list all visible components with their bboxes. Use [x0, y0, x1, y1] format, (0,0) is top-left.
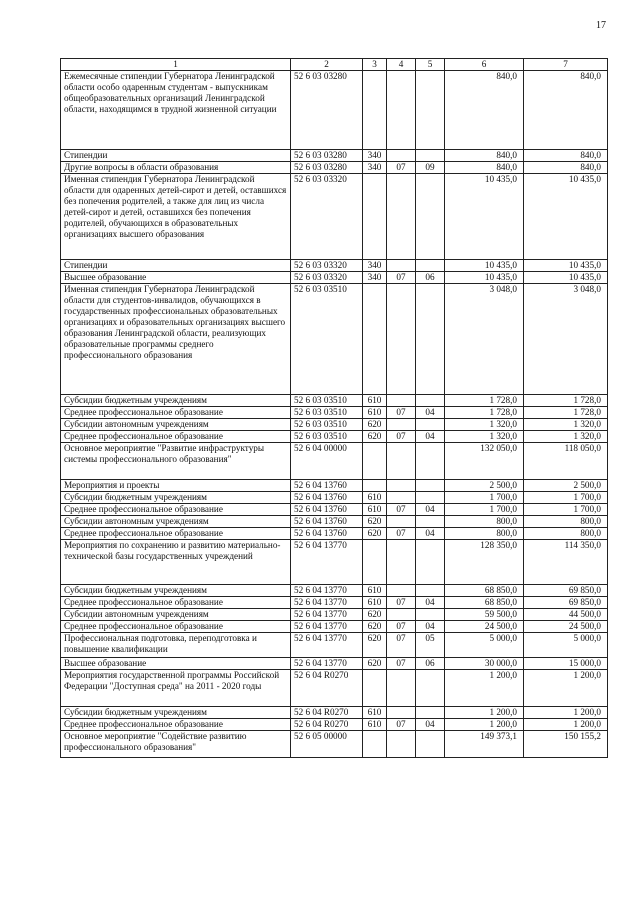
cell-col7: 5 000,0 — [524, 633, 608, 658]
header-row — [61, 59, 608, 71]
cell-col5 — [416, 585, 445, 597]
header-col-2: 2 — [291, 59, 363, 71]
cell-col6: 1 200,0 — [445, 670, 524, 707]
cell-code: 52 6 04 R0270 — [291, 670, 363, 707]
cell-col3: 610 — [363, 395, 387, 407]
cell-col5 — [416, 150, 445, 162]
cell-col6: 149 373,1 — [445, 731, 524, 758]
cell-name: Среднее профессиональное образование — [61, 407, 291, 419]
cell-name: Среднее профессиональное образование — [61, 528, 291, 540]
cell-col5 — [416, 707, 445, 719]
cell-col6: 30 000,0 — [445, 658, 524, 670]
cell-col5 — [416, 260, 445, 272]
cell-name: Среднее профессиональное образование — [61, 504, 291, 516]
cell-name: Ежемесячные стипендии Губернатора Ленинградской области особо одаренным студентам - выпускникам общеобразовательных организаций Ленинградской области, находящимся в трудной жизненной ситуации — [61, 71, 291, 150]
cell-name: Основное мероприятие "Развитие инфраструктуры системы профессионального образования" — [61, 443, 291, 480]
cell-col3: 340 — [363, 260, 387, 272]
cell-col3 — [363, 71, 387, 150]
cell-col7: 800,0 — [524, 516, 608, 528]
table-row — [61, 492, 608, 504]
table-row — [61, 731, 608, 758]
header-col-1: 1 — [61, 59, 291, 71]
cell-col5: 04 — [416, 719, 445, 731]
cell-col7: 10 435,0 — [524, 260, 608, 272]
cell-col5 — [416, 395, 445, 407]
cell-col4 — [387, 419, 416, 431]
cell-col4 — [387, 670, 416, 707]
cell-col6: 10 435,0 — [445, 174, 524, 260]
cell-col3: 610 — [363, 504, 387, 516]
cell-col7: 118 050,0 — [524, 443, 608, 480]
cell-col7: 1 320,0 — [524, 419, 608, 431]
cell-name: Стипендии — [61, 150, 291, 162]
table-row — [61, 162, 608, 174]
cell-code: 52 6 04 13760 — [291, 480, 363, 492]
cell-code: 52 6 04 13770 — [291, 658, 363, 670]
cell-col6: 800,0 — [445, 516, 524, 528]
table-row — [61, 150, 608, 162]
cell-col4: 07 — [387, 621, 416, 633]
cell-col5: 04 — [416, 621, 445, 633]
table-row — [61, 284, 608, 395]
table-row — [61, 504, 608, 516]
header-col-6: 6 — [445, 59, 524, 71]
cell-col4 — [387, 443, 416, 480]
cell-name: Среднее профессиональное образование — [61, 597, 291, 609]
table-row — [61, 419, 608, 431]
table-row — [61, 540, 608, 585]
cell-code: 52 6 03 03320 — [291, 174, 363, 260]
cell-col4 — [387, 609, 416, 621]
cell-col6: 5 000,0 — [445, 633, 524, 658]
cell-col7: 2 500,0 — [524, 480, 608, 492]
cell-col4 — [387, 540, 416, 585]
cell-col6: 132 050,0 — [445, 443, 524, 480]
cell-name: Другие вопросы в области образования — [61, 162, 291, 174]
cell-name: Стипендии — [61, 260, 291, 272]
cell-col6: 10 435,0 — [445, 260, 524, 272]
cell-name: Среднее профессиональное образование — [61, 431, 291, 443]
cell-name: Субсидии бюджетным учреждениям — [61, 585, 291, 597]
cell-col6: 840,0 — [445, 71, 524, 150]
cell-col4: 07 — [387, 407, 416, 419]
cell-col3: 620 — [363, 419, 387, 431]
cell-col7: 44 500,0 — [524, 609, 608, 621]
cell-name: Высшее образование — [61, 658, 291, 670]
table-row — [61, 407, 608, 419]
cell-code: 52 6 05 00000 — [291, 731, 363, 758]
cell-code: 52 6 04 13770 — [291, 585, 363, 597]
cell-code: 52 6 04 13760 — [291, 528, 363, 540]
cell-code: 52 6 03 03510 — [291, 431, 363, 443]
table-row — [61, 585, 608, 597]
cell-col5: 05 — [416, 633, 445, 658]
cell-col4 — [387, 731, 416, 758]
cell-code: 52 6 03 03280 — [291, 162, 363, 174]
table-row — [61, 670, 608, 707]
cell-code: 52 6 04 13760 — [291, 492, 363, 504]
header-col-7: 7 — [524, 59, 608, 71]
table-row — [61, 71, 608, 150]
cell-col7: 150 155,2 — [524, 731, 608, 758]
cell-col4 — [387, 516, 416, 528]
cell-col4: 07 — [387, 272, 416, 284]
cell-col4: 07 — [387, 719, 416, 731]
cell-code: 52 6 03 03510 — [291, 407, 363, 419]
cell-col7: 840,0 — [524, 150, 608, 162]
cell-col5: 04 — [416, 528, 445, 540]
cell-col4: 07 — [387, 162, 416, 174]
cell-col3 — [363, 174, 387, 260]
cell-col7: 15 000,0 — [524, 658, 608, 670]
cell-col4 — [387, 71, 416, 150]
cell-col4: 07 — [387, 597, 416, 609]
cell-col3: 620 — [363, 516, 387, 528]
cell-col3: 610 — [363, 492, 387, 504]
cell-code: 52 6 03 03510 — [291, 419, 363, 431]
cell-col3 — [363, 284, 387, 395]
table-row — [61, 597, 608, 609]
cell-col3 — [363, 480, 387, 492]
cell-col4 — [387, 260, 416, 272]
cell-col4 — [387, 150, 416, 162]
cell-name: Субсидии бюджетным учреждениям — [61, 707, 291, 719]
cell-code: 52 6 03 03320 — [291, 272, 363, 284]
cell-name: Субсидии бюджетным учреждениям — [61, 395, 291, 407]
cell-col5 — [416, 540, 445, 585]
cell-col7: 800,0 — [524, 528, 608, 540]
table-row — [61, 633, 608, 658]
cell-name: Мероприятия государственной программы Российской Федерации "Доступная среда" на 2011 - 2020 годы — [61, 670, 291, 707]
cell-code: 52 6 04 13770 — [291, 609, 363, 621]
cell-col3 — [363, 443, 387, 480]
cell-col7: 69 850,0 — [524, 585, 608, 597]
cell-col7: 1 200,0 — [524, 707, 608, 719]
cell-col7: 1 700,0 — [524, 492, 608, 504]
cell-col3: 340 — [363, 162, 387, 174]
cell-code: 52 6 03 03510 — [291, 284, 363, 395]
cell-col5 — [416, 284, 445, 395]
cell-col6: 59 500,0 — [445, 609, 524, 621]
cell-col4 — [387, 480, 416, 492]
cell-col3: 620 — [363, 633, 387, 658]
cell-col3 — [363, 670, 387, 707]
cell-code: 52 6 04 R0270 — [291, 707, 363, 719]
cell-col3: 340 — [363, 272, 387, 284]
page-number: 17 — [596, 20, 606, 31]
cell-col3: 620 — [363, 431, 387, 443]
cell-col7: 840,0 — [524, 162, 608, 174]
cell-col6: 128 350,0 — [445, 540, 524, 585]
table-row — [61, 260, 608, 272]
cell-col7: 10 435,0 — [524, 272, 608, 284]
cell-code: 52 6 03 03320 — [291, 260, 363, 272]
cell-col3: 620 — [363, 609, 387, 621]
table-row — [61, 431, 608, 443]
cell-col7: 1 728,0 — [524, 395, 608, 407]
cell-col5: 04 — [416, 504, 445, 516]
table-row — [61, 658, 608, 670]
cell-col6: 68 850,0 — [445, 597, 524, 609]
cell-col3 — [363, 731, 387, 758]
cell-code: 52 6 03 03280 — [291, 71, 363, 150]
cell-col5 — [416, 731, 445, 758]
cell-name: Высшее образование — [61, 272, 291, 284]
cell-col4: 07 — [387, 504, 416, 516]
cell-col6: 2 500,0 — [445, 480, 524, 492]
table-row — [61, 528, 608, 540]
cell-col6: 1 200,0 — [445, 719, 524, 731]
header-col-3: 3 — [363, 59, 387, 71]
cell-code: 52 6 04 13770 — [291, 540, 363, 585]
table-row — [61, 174, 608, 260]
cell-col3: 610 — [363, 707, 387, 719]
cell-col3: 610 — [363, 719, 387, 731]
cell-name: Субсидии автономным учреждениям — [61, 516, 291, 528]
table-row — [61, 272, 608, 284]
cell-col7: 114 350,0 — [524, 540, 608, 585]
cell-name: Среднее профессиональное образование — [61, 719, 291, 731]
cell-col4: 07 — [387, 528, 416, 540]
cell-code: 52 6 03 03280 — [291, 150, 363, 162]
cell-col6: 1 200,0 — [445, 707, 524, 719]
cell-col6: 3 048,0 — [445, 284, 524, 395]
cell-name: Среднее профессиональное образование — [61, 621, 291, 633]
cell-col3: 620 — [363, 658, 387, 670]
cell-name: Субсидии автономным учреждениям — [61, 609, 291, 621]
table-row — [61, 719, 608, 731]
cell-col7: 1 320,0 — [524, 431, 608, 443]
cell-col5 — [416, 516, 445, 528]
cell-col4 — [387, 585, 416, 597]
cell-col3: 620 — [363, 621, 387, 633]
table-row — [61, 443, 608, 480]
cell-col5 — [416, 670, 445, 707]
cell-col5 — [416, 419, 445, 431]
cell-col4 — [387, 492, 416, 504]
cell-col5: 09 — [416, 162, 445, 174]
cell-name: Основное мероприятие "Содействие развитию профессионального образования" — [61, 731, 291, 758]
cell-col7: 1 200,0 — [524, 719, 608, 731]
cell-col7: 840,0 — [524, 71, 608, 150]
cell-col7: 1 700,0 — [524, 504, 608, 516]
table-row — [61, 707, 608, 719]
cell-col5 — [416, 443, 445, 480]
cell-col6: 800,0 — [445, 528, 524, 540]
budget-table — [60, 58, 608, 758]
cell-col6: 840,0 — [445, 162, 524, 174]
cell-code: 52 6 04 R0270 — [291, 719, 363, 731]
table-row — [61, 516, 608, 528]
table-row — [61, 609, 608, 621]
cell-code: 52 6 04 13760 — [291, 504, 363, 516]
cell-col4: 07 — [387, 658, 416, 670]
cell-col6: 1 728,0 — [445, 407, 524, 419]
cell-col7: 1 728,0 — [524, 407, 608, 419]
cell-code: 52 6 04 13770 — [291, 597, 363, 609]
cell-col5 — [416, 174, 445, 260]
cell-code: 52 6 04 13770 — [291, 633, 363, 658]
header-col-4: 4 — [387, 59, 416, 71]
cell-col4 — [387, 395, 416, 407]
cell-name: Именная стипендия Губернатора Ленинградской области для студентов-инвалидов, обучающихся в государственных профессиональных образовательных организациях и образовательных организациях высшего образования Ленинградской области, реализующих образовательные программы среднего профессионального образования — [61, 284, 291, 395]
cell-col4 — [387, 174, 416, 260]
cell-col5: 06 — [416, 658, 445, 670]
cell-col5 — [416, 71, 445, 150]
cell-col6: 1 320,0 — [445, 419, 524, 431]
cell-col3: 610 — [363, 597, 387, 609]
cell-col5: 04 — [416, 597, 445, 609]
cell-col4: 07 — [387, 633, 416, 658]
cell-col5 — [416, 480, 445, 492]
cell-col7: 24 500,0 — [524, 621, 608, 633]
cell-col6: 24 500,0 — [445, 621, 524, 633]
cell-col6: 840,0 — [445, 150, 524, 162]
cell-code: 52 6 04 00000 — [291, 443, 363, 480]
cell-col6: 1 320,0 — [445, 431, 524, 443]
cell-col3: 340 — [363, 150, 387, 162]
cell-col5 — [416, 609, 445, 621]
cell-name: Именная стипендия Губернатора Ленинградской области для одаренных детей-сирот и детей, оставшихся без попечения родителей, а также для лиц из числа детей-сирот и детей, оставшихся без попечения родителей, обучающихся в образовательных организациях высшего образования — [61, 174, 291, 260]
cell-col7: 10 435,0 — [524, 174, 608, 260]
cell-code: 52 6 03 03510 — [291, 395, 363, 407]
table-row — [61, 621, 608, 633]
cell-col5: 06 — [416, 272, 445, 284]
cell-name: Субсидии бюджетным учреждениям — [61, 492, 291, 504]
cell-col5: 04 — [416, 431, 445, 443]
cell-col5: 04 — [416, 407, 445, 419]
table-row — [61, 480, 608, 492]
cell-name: Субсидии автономным учреждениям — [61, 419, 291, 431]
cell-code: 52 6 04 13770 — [291, 621, 363, 633]
table-row — [61, 395, 608, 407]
cell-col6: 1 700,0 — [445, 504, 524, 516]
header-col-5: 5 — [416, 59, 445, 71]
cell-col6: 1 700,0 — [445, 492, 524, 504]
cell-col6: 10 435,0 — [445, 272, 524, 284]
cell-col3: 620 — [363, 528, 387, 540]
cell-col7: 69 850,0 — [524, 597, 608, 609]
cell-name: Мероприятия и проекты — [61, 480, 291, 492]
cell-col7: 1 200,0 — [524, 670, 608, 707]
cell-code: 52 6 04 13760 — [291, 516, 363, 528]
cell-col5 — [416, 492, 445, 504]
cell-col4 — [387, 707, 416, 719]
cell-col3 — [363, 540, 387, 585]
cell-col6: 68 850,0 — [445, 585, 524, 597]
cell-col3: 610 — [363, 585, 387, 597]
cell-col4 — [387, 284, 416, 395]
cell-name: Мероприятия по сохранению и развитию материально-технической базы государственных учреждений — [61, 540, 291, 585]
cell-col7: 3 048,0 — [524, 284, 608, 395]
cell-col4: 07 — [387, 431, 416, 443]
cell-name: Профессиональная подготовка, переподготовка и повышение квалификации — [61, 633, 291, 658]
cell-col3: 610 — [363, 407, 387, 419]
cell-col6: 1 728,0 — [445, 395, 524, 407]
